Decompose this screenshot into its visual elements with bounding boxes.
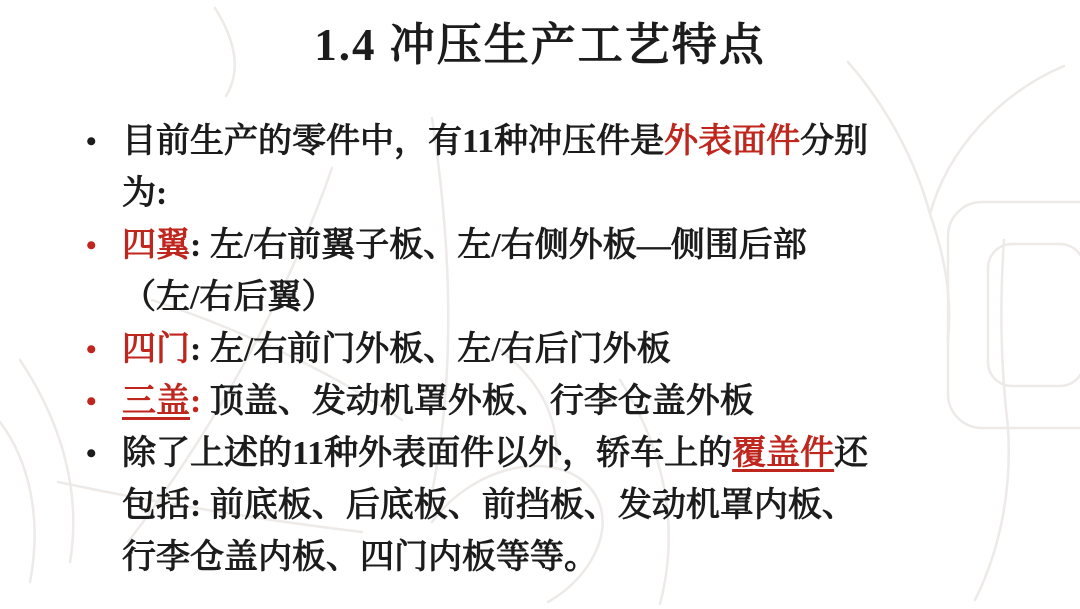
highlighted-term: 四翼 — [122, 227, 190, 264]
text-run: 分别 — [800, 123, 869, 160]
bullet-text — [122, 324, 970, 376]
text-run: 为: — [122, 175, 168, 212]
bullet-item — [86, 376, 970, 428]
bullet-item — [86, 220, 970, 324]
slide-title: 1.4 冲压生产工艺特点 — [314, 20, 766, 70]
text-run: （左/右后翼） — [122, 279, 336, 316]
bullet-marker-icon: • — [86, 229, 97, 262]
bullet-item — [86, 324, 970, 376]
bullet-marker-icon: • — [86, 333, 97, 366]
highlighted-term: 外表面件 — [664, 123, 801, 160]
bullet-text — [122, 428, 970, 584]
bullet-item — [86, 428, 970, 584]
highlighted-term: : — [190, 383, 202, 420]
bullet-text — [122, 116, 970, 220]
bullet-list — [86, 116, 970, 584]
highlighted-term: 覆盖件 — [732, 435, 835, 472]
text-run: 行李仓盖内板、四门内板等等。 — [122, 539, 598, 576]
text-run: 顶盖、发动机罩外板、行李仓盖外板 — [201, 383, 754, 420]
highlighted-term: 四门 — [122, 331, 190, 368]
text-run: 目前生产的零件中，有11种冲压件是 — [122, 123, 665, 160]
text-run: 除了上述的11种外表面件以外，轿车上的 — [122, 435, 733, 472]
bullet-text — [122, 376, 970, 428]
highlighted-term: 三盖 — [122, 383, 190, 420]
bullet-item — [86, 116, 970, 220]
text-run: 包括: 前底板、后底板、前挡板、发动机罩内板、 — [122, 487, 856, 524]
bullet-marker-icon: • — [86, 385, 97, 418]
text-run: : 左/右前门外板、左/右后门外板 — [190, 331, 671, 368]
bullet-marker-icon: • — [86, 437, 97, 470]
bullet-text — [122, 220, 970, 324]
text-run: 还 — [834, 435, 869, 472]
text-run: : 左/右前翼子板、左/右侧外板—侧围后部 — [190, 227, 807, 264]
bullet-marker-icon: • — [86, 125, 97, 158]
